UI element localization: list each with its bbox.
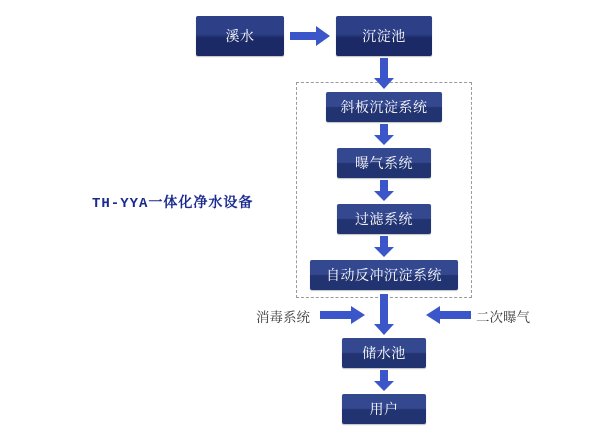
arrow-backwash-to-reservoir	[374, 294, 394, 336]
arrow-disinfection-to-junction	[320, 306, 366, 324]
node-water-storage-tank[interactable]	[342, 338, 426, 368]
node-stream-label: 溪水	[225, 28, 255, 44]
node-auto-backwash-sedimentation[interactable]	[310, 260, 458, 290]
arrow-sedimentation-to-inclined	[374, 58, 394, 90]
equipment-title-label: TH-YYA一体化净水设备	[92, 196, 254, 212]
arrow-reservoir-to-user	[374, 370, 394, 392]
node-inclined-plate-sedimentation[interactable]	[326, 92, 442, 122]
node-filtration-system-label: 过滤系统	[355, 211, 413, 227]
label-secondary-aeration: 二次曝气	[476, 310, 530, 325]
node-filtration-system[interactable]	[337, 204, 431, 234]
arrow-secondary-aeration-to-junction	[426, 306, 472, 324]
node-user-label: 用户	[369, 401, 399, 417]
arrow-inclined-to-aeration	[374, 124, 394, 146]
node-sedimentation-tank[interactable]	[336, 16, 432, 56]
arrow-filtration-to-backwash	[374, 236, 394, 258]
node-sedimentation-tank-label: 沉淀池	[362, 28, 406, 44]
arrow-aeration-to-filtration	[374, 180, 394, 202]
node-inclined-plate-sedimentation-label: 斜板沉淀系统	[340, 99, 428, 115]
node-user[interactable]	[342, 394, 426, 424]
node-water-storage-tank-label: 储水池	[362, 345, 406, 361]
node-stream[interactable]	[196, 16, 284, 56]
node-auto-backwash-sedimentation-label: 自动反冲沉淀系统	[326, 267, 442, 283]
node-aeration-system-label: 曝气系统	[355, 155, 413, 171]
arrow-stream-to-sedimentation	[290, 26, 332, 46]
node-aeration-system[interactable]	[337, 148, 431, 178]
label-disinfection-system: 消毒系统	[256, 310, 310, 325]
